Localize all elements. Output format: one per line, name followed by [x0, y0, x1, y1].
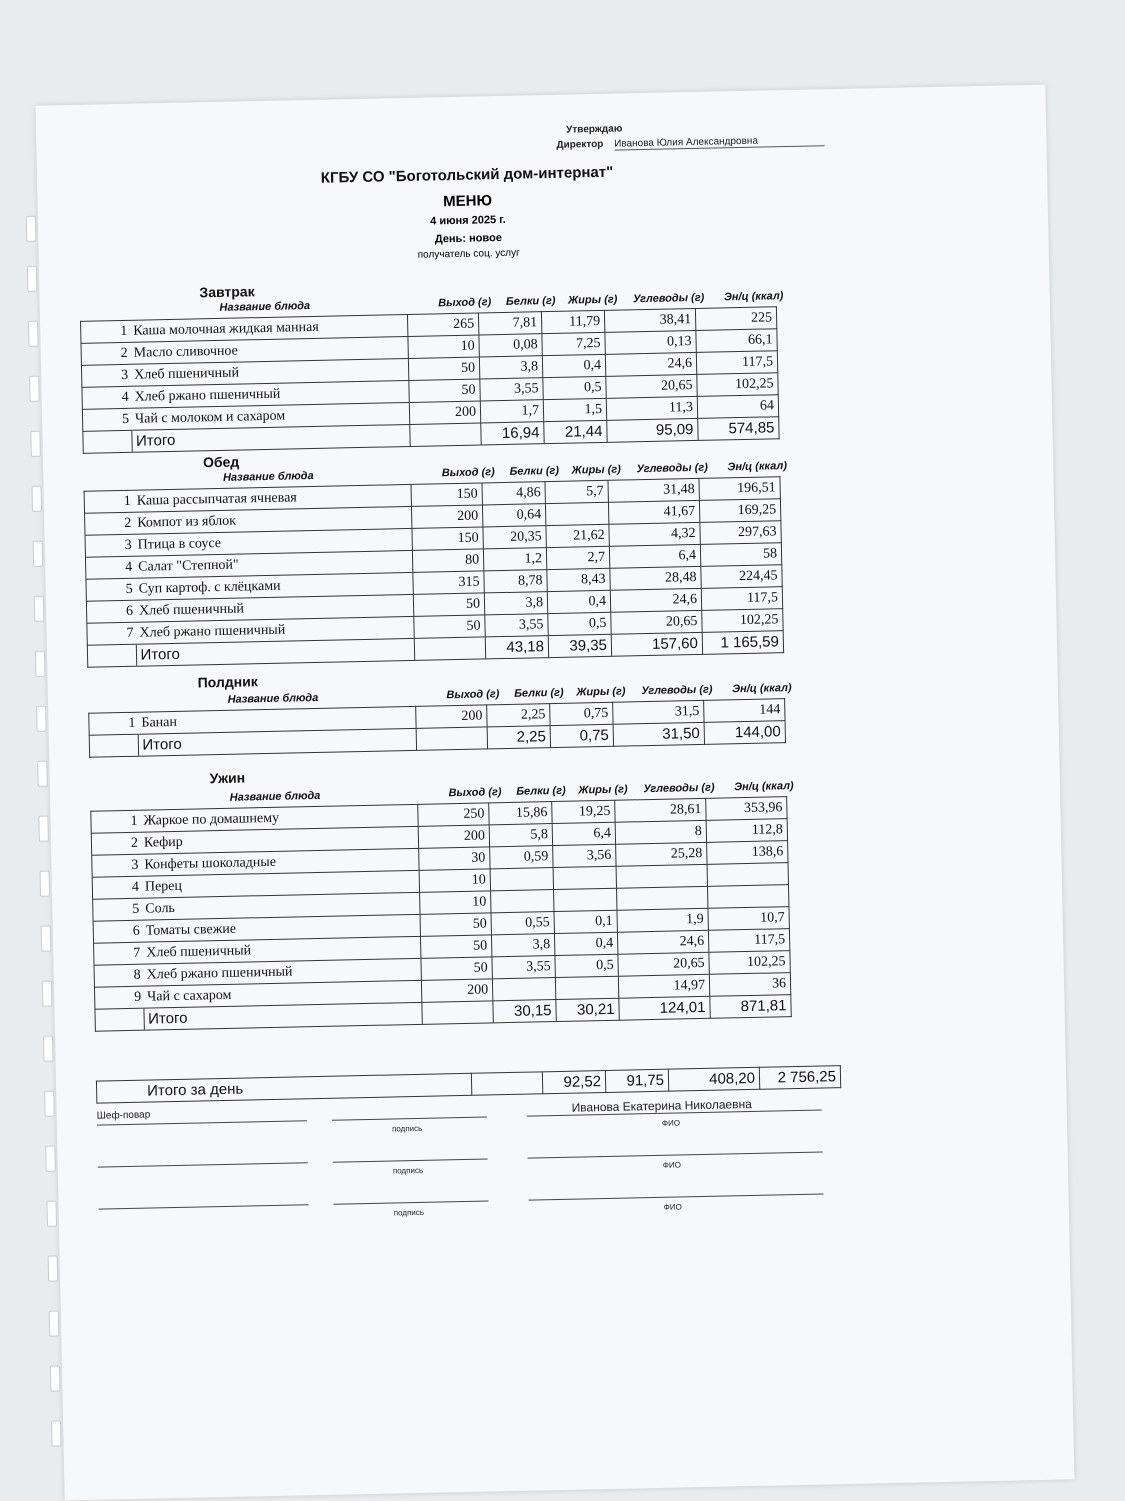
approval-label: Утверждаю	[566, 123, 623, 136]
total-energy: 574,85	[698, 417, 779, 441]
cell-protein: 3,8	[491, 934, 554, 957]
cell-fat: 0,4	[554, 932, 617, 955]
name-caption: ФИО	[662, 1160, 681, 1170]
col-carbs: Углеводы (г)	[643, 781, 715, 796]
col-energy: Эн/ц (ккал)	[727, 460, 788, 474]
cell-fat: 21,62	[546, 524, 609, 547]
row-number: 1	[84, 490, 133, 513]
total-energy: 871,81	[710, 995, 791, 1019]
cell-protein: 3,55	[492, 956, 555, 979]
menu-day: День: новое	[434, 231, 503, 246]
dish-name: Кефир	[140, 826, 419, 854]
cell-fat: 19,25	[552, 800, 615, 823]
cell-carbs: 14,97	[618, 974, 709, 998]
menu-date: 4 июня 2025 г.	[430, 213, 506, 228]
cell-carbs: 6,4	[609, 544, 700, 568]
cell-fat	[553, 866, 616, 889]
cell-carbs: 8	[615, 820, 706, 844]
col-fat: Жиры (г)	[571, 463, 622, 477]
cell-fat: 11,79	[541, 310, 604, 333]
cell-carbs: 20,65	[618, 952, 709, 976]
cell-output: 30	[419, 847, 490, 870]
dinner-table	[90, 796, 791, 1032]
cell-carbs: 11,3	[606, 396, 697, 420]
row-number: 7	[87, 622, 136, 645]
total-fat: 0,75	[550, 724, 613, 747]
cell-protein: 15,86	[489, 802, 552, 825]
row-number: 6	[93, 920, 142, 943]
cell-protein	[490, 868, 553, 891]
row-number: 2	[81, 342, 130, 365]
total-fat: 30,21	[556, 998, 619, 1021]
row-number: 5	[86, 578, 135, 601]
cell-protein: 5,8	[489, 824, 552, 847]
total-label: Итого	[131, 424, 410, 452]
cell-protein: 1,2	[483, 548, 546, 571]
cell-output: 265	[407, 313, 478, 336]
cell-energy: 102,25	[697, 373, 778, 397]
section-title-lunch: Обед	[202, 453, 240, 471]
dish-name: Салат "Степной"	[134, 550, 413, 578]
dish-name: Компот из яблок	[133, 506, 412, 534]
col-name: Название блюда	[229, 789, 321, 804]
cell-carbs: 28,48	[610, 566, 701, 590]
cell-output: 50	[420, 913, 491, 936]
cell-fat: 6,4	[552, 822, 615, 845]
cell-carbs	[616, 864, 707, 888]
dish-name: Соль	[141, 892, 420, 920]
cell-output: 10	[420, 891, 491, 914]
cell-protein: 1,7	[480, 400, 543, 423]
cell-output: 200	[411, 505, 482, 528]
cell-output: 50	[414, 615, 485, 638]
row-number: 1	[81, 320, 130, 343]
dish-name: Каша рассыпчатая ячневая	[133, 484, 412, 512]
cell-fat: 0,5	[548, 612, 611, 635]
cell-energy: 117,5	[696, 351, 777, 375]
cell-protein	[492, 978, 555, 1001]
total-fat: 39,35	[548, 634, 611, 657]
cell-energy: 169,25	[699, 499, 780, 523]
dish-name: Птица в соусе	[133, 528, 412, 556]
col-carbs: Углеводы (г)	[636, 461, 708, 476]
cell-protein: 3,55	[480, 378, 543, 401]
col-output: Выход (г)	[438, 296, 492, 310]
cell-carbs: 31,5	[613, 700, 704, 724]
col-carbs: Углеводы (г)	[632, 291, 705, 306]
cell-output: 50	[413, 593, 484, 616]
dish-name: Каша молочная жидкая манная	[129, 314, 408, 342]
cell-energy: 102,25	[702, 609, 783, 633]
snack-table	[88, 698, 786, 758]
col-protein: Белки (г)	[514, 686, 564, 700]
cell-energy: 58	[700, 543, 781, 567]
dish-name: Хлеб пшеничный	[142, 936, 421, 964]
col-protein: Белки (г)	[505, 294, 556, 308]
sign-caption: подпись	[392, 1165, 424, 1176]
col-fat: Жиры (г)	[576, 685, 626, 699]
cell-protein: 4,86	[482, 482, 545, 505]
cell-fat: 1,5	[543, 398, 606, 421]
col-name: Название блюда	[219, 300, 311, 314]
cell-carbs: 25,28	[616, 842, 707, 866]
row-number: 4	[85, 556, 134, 579]
col-fat: Жиры (г)	[567, 293, 618, 307]
cell-fat: 0,5	[555, 954, 618, 977]
dish-name: Чай с сахаром	[143, 980, 422, 1008]
total-protein: 2,25	[487, 726, 550, 749]
dish-name: Хлеб пшеничный	[135, 594, 414, 622]
dish-name: Томаты свежие	[142, 914, 421, 942]
col-output: Выход (г)	[446, 688, 500, 702]
cell-energy: 10,7	[708, 907, 789, 931]
cell-fat: 0,1	[554, 910, 617, 933]
cell-protein: 0,55	[491, 912, 554, 935]
cell-energy: 102,25	[709, 951, 790, 975]
cell-carbs: 24,6	[605, 352, 696, 376]
row-number: 5	[93, 898, 142, 921]
day-total-label: Итого за день	[96, 1073, 471, 1103]
col-energy: Эн/ц (ккал)	[732, 682, 792, 696]
row-number: 6	[86, 600, 135, 623]
sign-caption: подпись	[393, 1207, 425, 1218]
total-label: Итого	[138, 728, 417, 756]
row-number: 2	[85, 512, 134, 535]
cell-fat: 2,7	[546, 546, 609, 569]
col-fat: Жиры (г)	[578, 783, 628, 797]
day-total-fat: 91,75	[605, 1069, 668, 1092]
row-number: 3	[85, 534, 134, 557]
dish-name: Перец	[141, 870, 420, 898]
name-caption: ФИО	[663, 1202, 682, 1212]
total-carbs: 31,50	[613, 722, 704, 746]
director-label: Директор	[556, 138, 604, 151]
row-number: 4	[82, 386, 131, 409]
cell-fat	[545, 502, 608, 525]
director-name: Иванова Юлия Александровна	[614, 134, 824, 150]
cell-output: 150	[412, 527, 483, 550]
page-title: МЕНЮ	[443, 192, 493, 211]
cell-energy: 225	[695, 307, 776, 331]
cell-output: 80	[412, 549, 483, 572]
dish-name: Хлеб ржано пшеничный	[135, 616, 414, 644]
total-label: Итого	[136, 638, 415, 666]
dish-name: Суп картоф. с клёцками	[134, 572, 413, 600]
row-number: 8	[94, 964, 143, 987]
col-energy: Эн/ц (ккал)	[723, 290, 784, 304]
dish-name: Жаркое по домашнему	[139, 804, 418, 832]
dish-name: Масло сливочное	[129, 336, 408, 364]
col-protein: Белки (г)	[516, 784, 566, 798]
total-carbs: 95,09	[607, 418, 698, 442]
total-fat: 21,44	[544, 420, 607, 443]
cell-carbs: 31,48	[608, 478, 699, 502]
dish-name: Хлеб ржано пшеничный	[130, 380, 409, 408]
cell-energy: 117,5	[708, 929, 789, 953]
row-number: 4	[92, 876, 141, 899]
cell-energy: 224,45	[701, 565, 782, 589]
cell-output: 200	[418, 825, 489, 848]
cell-fat: 8,43	[547, 568, 610, 591]
cell-fat: 0,4	[547, 590, 610, 613]
row-number: 1	[91, 810, 140, 833]
cell-output: 50	[409, 379, 480, 402]
cell-carbs: 20,65	[606, 374, 697, 398]
cell-fat	[554, 888, 617, 911]
dish-name: Хлеб пшеничный	[130, 358, 409, 386]
dish-name: Чай с молоком и сахаром	[131, 402, 410, 430]
cell-protein: 20,35	[483, 526, 546, 549]
cell-output: 50	[421, 957, 492, 980]
total-protein: 16,94	[481, 422, 544, 445]
cell-energy: 196,51	[699, 477, 780, 501]
cell-protein: 0,59	[490, 846, 553, 869]
row-number: 3	[81, 364, 130, 387]
binder-holes	[36, 85, 1046, 106]
row-number: 3	[92, 854, 141, 877]
cell-fat: 0,4	[542, 354, 605, 377]
col-protein: Белки (г)	[509, 464, 560, 478]
cell-carbs: 28,61	[615, 798, 706, 822]
dish-name: Хлеб ржано пшеничный	[143, 958, 422, 986]
day-total-carbs: 408,20	[668, 1067, 759, 1091]
cell-output: 200	[409, 401, 480, 424]
cell-output: 150	[411, 483, 482, 506]
cell-fat: 5,7	[545, 480, 608, 503]
cell-carbs: 20,65	[611, 610, 702, 634]
total-protein: 43,18	[485, 636, 548, 659]
col-name: Название блюда	[222, 469, 314, 484]
cell-protein: 0,64	[482, 504, 545, 527]
menu-sheet	[36, 85, 1075, 1501]
cell-protein: 2,25	[487, 704, 550, 727]
cell-fat: 0,5	[543, 376, 606, 399]
cell-output: 50	[420, 935, 491, 958]
cell-carbs: 0,13	[605, 330, 696, 354]
cell-output: 315	[413, 571, 484, 594]
day-total-energy: 2 756,25	[759, 1066, 840, 1090]
col-output: Выход (г)	[448, 786, 502, 800]
menu-recipient: получатель соц. услуг	[417, 247, 520, 261]
cell-fat: 0,75	[550, 702, 613, 725]
cell-energy: 117,5	[701, 587, 782, 611]
cell-protein: 3,55	[485, 614, 548, 637]
dish-name: Банан	[137, 706, 416, 734]
row-number: 2	[91, 832, 140, 855]
cell-carbs: 4,32	[609, 522, 700, 546]
section-title-breakfast: Завтрак	[199, 283, 255, 301]
cell-carbs	[617, 886, 708, 910]
cell-carbs: 38,41	[604, 308, 695, 332]
col-energy: Эн/ц (ккал)	[734, 780, 794, 794]
total-label: Итого	[143, 1002, 422, 1030]
cell-output: 200	[421, 979, 492, 1002]
day-total-protein: 92,52	[542, 1071, 605, 1094]
signatures-block	[97, 1094, 899, 1231]
cell-protein: 7,81	[478, 312, 541, 335]
cell-output: 10	[419, 869, 490, 892]
chef-name: Иванова Екатерина Николаевна	[571, 1096, 752, 1115]
approval-block	[556, 119, 824, 152]
cell-protein: 8,78	[484, 570, 547, 593]
col-name: Название блюда	[227, 691, 319, 706]
cell-fat: 7,25	[542, 332, 605, 355]
organization-name: КГБУ СО "Боготольский дом-интернат"	[320, 163, 614, 187]
cell-protein: 3,8	[479, 356, 542, 379]
cell-output: 50	[408, 357, 479, 380]
total-protein: 30,15	[493, 1000, 556, 1023]
row-number: 7	[94, 942, 143, 965]
cell-fat	[555, 976, 618, 999]
cell-energy: 112,8	[706, 819, 787, 843]
total-energy: 1 165,59	[702, 631, 783, 655]
cell-fat: 3,56	[553, 844, 616, 867]
chef-label: Шеф-повар	[96, 1109, 151, 1122]
total-energy: 144,00	[704, 721, 785, 745]
cell-protein: 3,8	[484, 592, 547, 615]
cell-energy: 64	[697, 395, 778, 419]
cell-energy: 36	[709, 973, 790, 997]
total-carbs: 157,60	[611, 632, 702, 656]
cell-energy: 138,6	[707, 841, 788, 865]
col-output: Выход (г)	[441, 466, 495, 480]
cell-energy	[707, 863, 788, 887]
col-carbs: Углеводы (г)	[641, 683, 713, 698]
cell-energy: 144	[704, 699, 785, 723]
cell-energy: 297,63	[700, 521, 781, 545]
total-carbs: 124,01	[619, 996, 710, 1020]
name-caption: ФИО	[661, 1118, 681, 1128]
cell-energy: 353,96	[706, 797, 787, 821]
cell-energy	[707, 885, 788, 909]
cell-protein	[491, 890, 554, 913]
cell-output: 10	[408, 335, 479, 358]
cell-energy: 66,1	[696, 329, 777, 353]
cell-carbs: 1,9	[617, 908, 708, 932]
row-number: 5	[82, 408, 131, 431]
section-title-dinner: Ужин	[209, 769, 246, 787]
cell-output: 200	[416, 705, 487, 728]
cell-carbs: 41,67	[608, 500, 699, 524]
cell-carbs: 24,6	[617, 930, 708, 954]
breakfast-table	[80, 306, 780, 454]
sign-caption: подпись	[391, 1123, 423, 1134]
dish-name: Конфеты шоколадные	[140, 848, 419, 876]
cell-protein: 0,08	[479, 334, 542, 357]
cell-output: 250	[418, 803, 489, 826]
lunch-table	[84, 476, 785, 668]
row-number: 9	[94, 986, 143, 1009]
cell-carbs: 24,6	[610, 588, 701, 612]
row-number: 1	[89, 712, 138, 735]
section-title-snack: Полдник	[197, 673, 258, 691]
